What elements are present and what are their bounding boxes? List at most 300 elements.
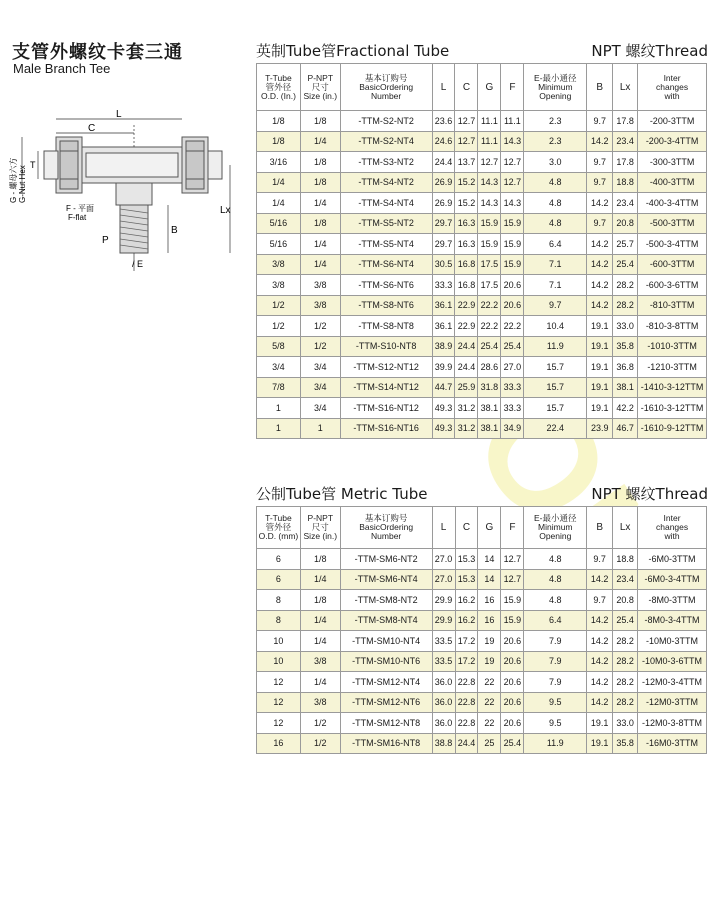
table-row (257, 336, 707, 357)
table-cell: 20.6 (501, 651, 524, 672)
table-cell: 1/4 (300, 193, 340, 214)
table-cell: 24.4 (455, 336, 478, 357)
table-cell: 11.9 (524, 336, 587, 357)
table-cell: 18.8 (613, 172, 638, 193)
table-cell: 5/8 (257, 336, 301, 357)
table-row (257, 254, 707, 275)
label-f-en: F-flat (68, 213, 87, 222)
table-cell: 23.9 (587, 418, 613, 439)
table-cell: 4.8 (524, 569, 587, 590)
table-cell: 15.2 (455, 193, 478, 214)
tee-diagram (8, 105, 248, 285)
table-cell: 6.4 (524, 610, 587, 631)
table-cell: 36.8 (613, 357, 638, 378)
table-row (257, 713, 707, 734)
table-cell: 9.7 (587, 172, 613, 193)
table-cell: 1/2 (300, 713, 340, 734)
table-cell: -TTM-S8-NT8 (340, 316, 432, 337)
table-cell: 38.1 (478, 418, 501, 439)
table-cell: 24.4 (455, 733, 478, 754)
table-cell: 3/8 (300, 651, 340, 672)
table-cell: 29.9 (432, 590, 455, 611)
table-cell: 5/16 (257, 213, 301, 234)
table-cell: 22.8 (455, 713, 478, 734)
table-cell: 14.3 (501, 193, 524, 214)
table-cell: 16 (478, 610, 501, 631)
table-cell: 36.0 (432, 713, 455, 734)
table-cell: 25.4 (613, 610, 638, 631)
table-cell: 22.2 (501, 316, 524, 337)
table-cell: 7.1 (524, 254, 587, 275)
table-cell: 33.3 (432, 275, 455, 296)
table-cell: 22.8 (455, 692, 478, 713)
label-g-cn: G - 螺母六方 (9, 157, 18, 203)
table-cell: 23.6 (432, 111, 455, 132)
table-cell: 23.4 (613, 569, 638, 590)
table-cell: 7.1 (524, 275, 587, 296)
dim-P: P (102, 235, 109, 246)
table-cell: 14.2 (587, 234, 613, 255)
dim-Lx: Lx (220, 205, 231, 216)
table-cell: 17.2 (455, 631, 478, 652)
table-cell: 20.6 (501, 631, 524, 652)
table-cell: 34.9 (501, 418, 524, 439)
table-cell: 1 (257, 398, 301, 419)
table-cell: 19.1 (587, 377, 613, 398)
table-cell: 12 (257, 713, 301, 734)
table-cell: 10 (257, 631, 301, 652)
table-cell: -TTM-S16-NT12 (340, 398, 432, 419)
table-cell: 20.8 (613, 590, 638, 611)
table-cell: -6M0-3TTM (638, 549, 707, 570)
table-cell: -TTM-S8-NT6 (340, 295, 432, 316)
table-cell: 1/8 (300, 111, 340, 132)
table-cell: 1/8 (300, 172, 340, 193)
table-cell: 1/8 (257, 131, 301, 152)
table-cell: 44.7 (432, 377, 455, 398)
page-title: 支管外螺纹卡套三通 (12, 42, 183, 63)
table-cell: 3/16 (257, 152, 301, 173)
table-header-row (257, 507, 707, 549)
table-cell: 38.1 (613, 377, 638, 398)
table-cell: 17.8 (613, 111, 638, 132)
dim-B: B (171, 225, 178, 236)
table-cell: 15.9 (501, 254, 524, 275)
table-cell: 9.7 (587, 549, 613, 570)
table-cell: 9.5 (524, 692, 587, 713)
table-cell: 25.4 (478, 336, 501, 357)
table-cell: -200-3TTM (638, 111, 707, 132)
table-row (257, 152, 707, 173)
table-cell: 15.9 (501, 610, 524, 631)
metric-table (256, 506, 707, 754)
table-cell: 1/8 (300, 213, 340, 234)
table-cell: -TTM-SM6-NT2 (340, 549, 432, 570)
table-row (257, 569, 707, 590)
table-cell: 33.5 (432, 631, 455, 652)
table-cell: -TTM-SM12-NT4 (340, 672, 432, 693)
table-cell: -600-3-6TTM (638, 275, 707, 296)
table-cell: -10M0-3-6TTM (638, 651, 707, 672)
table-cell: 27.0 (432, 569, 455, 590)
column-header: B (587, 507, 613, 549)
table-cell: 24.4 (432, 152, 455, 173)
table-cell: 25.4 (613, 254, 638, 275)
table-cell: 1/4 (300, 234, 340, 255)
table-cell: 22.4 (524, 418, 587, 439)
column-header: G (478, 64, 501, 111)
table-row (257, 631, 707, 652)
table-cell: -1210-3TTM (638, 357, 707, 378)
table-cell: 1/2 (257, 316, 301, 337)
table-cell: 19.1 (587, 336, 613, 357)
table-cell: -TTM-S5-NT4 (340, 234, 432, 255)
column-header: E-最小通径 Minimum Opening (524, 64, 587, 111)
table-cell: 9.7 (524, 295, 587, 316)
table-cell: 11.1 (478, 111, 501, 132)
table-cell: 31.2 (455, 398, 478, 419)
table-cell: 7.9 (524, 651, 587, 672)
table-cell: -TTM-S2-NT4 (340, 131, 432, 152)
table-cell: 19.1 (587, 316, 613, 337)
table-cell: 12.7 (501, 569, 524, 590)
table-cell: 12.7 (478, 152, 501, 173)
column-header: P-NPT 尺寸 Size (in.) (300, 64, 340, 111)
table-row (257, 213, 707, 234)
table-cell: 6 (257, 549, 301, 570)
table-cell: 10 (257, 651, 301, 672)
table-cell: -TTM-S12-NT12 (340, 357, 432, 378)
table-cell: 8 (257, 610, 301, 631)
table-cell: 31.2 (455, 418, 478, 439)
label-g-en: G-Nut Hex (18, 165, 27, 203)
table-cell: -TTM-S6-NT6 (340, 275, 432, 296)
table-cell: 17.5 (478, 275, 501, 296)
column-header: Inter changes with (638, 64, 707, 111)
table-cell: -400-3TTM (638, 172, 707, 193)
table-cell: 25 (478, 733, 501, 754)
table-cell: -12M0-3-4TTM (638, 672, 707, 693)
table-cell: 19.1 (587, 713, 613, 734)
table-cell: 1 (300, 418, 340, 439)
table-cell: 36.0 (432, 672, 455, 693)
table-cell: 3/8 (300, 295, 340, 316)
table-row (257, 590, 707, 611)
table-cell: 14.2 (587, 275, 613, 296)
column-header: E-最小通径 Minimum Opening (524, 507, 587, 549)
column-header: Lx (613, 64, 638, 111)
table-cell: 9.7 (587, 590, 613, 611)
table-cell: -1410-3-12TTM (638, 377, 707, 398)
column-header: T-Tube 管外径 O.D. (In.) (257, 64, 301, 111)
table-cell: 28.2 (613, 692, 638, 713)
table-cell: 15.9 (501, 234, 524, 255)
table-cell: -810-3-8TTM (638, 316, 707, 337)
table-cell: 42.2 (613, 398, 638, 419)
table-cell: 36.0 (432, 692, 455, 713)
table-cell: 14.2 (587, 295, 613, 316)
column-header: L (432, 64, 455, 111)
table-cell: -TTM-S2-NT2 (340, 111, 432, 132)
table-cell: 20.6 (501, 275, 524, 296)
table-cell: 3/8 (300, 275, 340, 296)
table-cell: 13.7 (455, 152, 478, 173)
table-cell: 9.7 (587, 152, 613, 173)
table-cell: -1010-3TTM (638, 336, 707, 357)
table-cell: 22.8 (455, 672, 478, 693)
table-cell: 33.0 (613, 316, 638, 337)
table-cell: 38.1 (478, 398, 501, 419)
table-cell: 1/8 (257, 111, 301, 132)
table-cell: 15.7 (524, 357, 587, 378)
table-cell: 6 (257, 569, 301, 590)
table-cell: 16.2 (455, 590, 478, 611)
metric-thread-title: NPT 螺纹Thread (591, 485, 708, 503)
table-header-row (257, 64, 707, 111)
table-cell: 11.1 (501, 111, 524, 132)
table-cell: -TTM-S6-NT4 (340, 254, 432, 275)
table-cell: 1/4 (300, 131, 340, 152)
table-cell: -TTM-S14-NT12 (340, 377, 432, 398)
metric-title: 公制Tube管 Metric Tube (256, 485, 428, 503)
table-cell: 30.5 (432, 254, 455, 275)
table-cell: 10.4 (524, 316, 587, 337)
table-cell: -12M0-3-8TTM (638, 713, 707, 734)
table-cell: 1/4 (300, 631, 340, 652)
table-cell: 1/2 (300, 336, 340, 357)
table-cell: 20.6 (501, 713, 524, 734)
table-cell: 6.4 (524, 234, 587, 255)
table-cell: 17.5 (478, 254, 501, 275)
column-header: C (455, 507, 478, 549)
dim-E: / E (132, 259, 144, 269)
table-cell: 16.8 (455, 275, 478, 296)
table-cell: 22.9 (455, 316, 478, 337)
table-cell: 9.5 (524, 713, 587, 734)
column-header: P-NPT 尺寸 Size (in.) (300, 507, 340, 549)
table-cell: 22.9 (455, 295, 478, 316)
table-cell: -TTM-SM10-NT6 (340, 651, 432, 672)
table-cell: 15.3 (455, 569, 478, 590)
table-cell: 29.9 (432, 610, 455, 631)
table-row (257, 398, 707, 419)
table-cell: 36.1 (432, 316, 455, 337)
table-cell: -8M0-3-4TTM (638, 610, 707, 631)
table-cell: 38.9 (432, 336, 455, 357)
table-cell: 33.5 (432, 651, 455, 672)
table-cell: -TTM-SM12-NT6 (340, 692, 432, 713)
table-row (257, 357, 707, 378)
table-cell: 3/8 (257, 275, 301, 296)
table-cell: 28.2 (613, 295, 638, 316)
table-cell: 39.9 (432, 357, 455, 378)
table-cell: 1/4 (300, 569, 340, 590)
table-cell: -TTM-S3-NT2 (340, 152, 432, 173)
table-cell: 1/4 (300, 610, 340, 631)
table-cell: 49.3 (432, 418, 455, 439)
table-cell: 18.8 (613, 549, 638, 570)
table-cell: -TTM-SM12-NT8 (340, 713, 432, 734)
table-cell: 25.4 (501, 336, 524, 357)
table-cell: 27.0 (432, 549, 455, 570)
table-cell: 23.4 (613, 193, 638, 214)
table-cell: 15.9 (478, 213, 501, 234)
table-cell: 14.2 (587, 651, 613, 672)
table-cell: -TTM-SM10-NT4 (340, 631, 432, 652)
table-cell: 1/4 (300, 254, 340, 275)
table-cell: 16.8 (455, 254, 478, 275)
table-row (257, 610, 707, 631)
table-cell: 12 (257, 672, 301, 693)
table-cell: 14.2 (587, 254, 613, 275)
table-cell: 25.4 (501, 733, 524, 754)
column-header: F (501, 64, 524, 111)
table-cell: 4.8 (524, 549, 587, 570)
table-cell: 29.7 (432, 213, 455, 234)
table-cell: 9.7 (587, 213, 613, 234)
table-cell: -200-3-4TTM (638, 131, 707, 152)
table-row (257, 418, 707, 439)
table-cell: 15.9 (501, 213, 524, 234)
table-cell: 17.8 (613, 152, 638, 173)
table-cell: 33.0 (613, 713, 638, 734)
table-cell: 28.2 (613, 275, 638, 296)
table-cell: 7.9 (524, 631, 587, 652)
column-header: L (432, 507, 455, 549)
table-cell: 1/4 (300, 672, 340, 693)
table-cell: -6M0-3-4TTM (638, 569, 707, 590)
table-cell: 46.7 (613, 418, 638, 439)
table-cell: 14.2 (587, 610, 613, 631)
table-cell: 38.8 (432, 733, 455, 754)
dim-C: C (88, 123, 96, 134)
label-f-cn: F - 平面 (66, 204, 94, 213)
table-cell: 29.7 (432, 234, 455, 255)
fractional-title: 英制Tube管Fractional Tube (256, 42, 450, 60)
table-cell: 1/8 (300, 590, 340, 611)
table-cell: 26.9 (432, 172, 455, 193)
table-cell: 35.8 (613, 733, 638, 754)
table-cell: 15.9 (478, 234, 501, 255)
table-cell: 25.7 (613, 234, 638, 255)
table-cell: 1/2 (257, 295, 301, 316)
table-cell: 15.7 (524, 398, 587, 419)
table-cell: 14 (478, 569, 501, 590)
table-cell: 17.2 (455, 651, 478, 672)
table-cell: -8M0-3TTM (638, 590, 707, 611)
table-cell: 27.0 (501, 357, 524, 378)
table-cell: -TTM-S10-NT8 (340, 336, 432, 357)
column-header: C (455, 64, 478, 111)
table-cell: 20.6 (501, 692, 524, 713)
table-row (257, 111, 707, 132)
table-cell: 33.3 (501, 377, 524, 398)
table-cell: -1610-3-12TTM (638, 398, 707, 419)
table-cell: 16.2 (455, 610, 478, 631)
table-cell: 14.3 (501, 131, 524, 152)
table-cell: 3/4 (300, 398, 340, 419)
table-cell: 4.8 (524, 590, 587, 611)
column-header: F (501, 507, 524, 549)
table-cell: -300-3TTM (638, 152, 707, 173)
table-cell: 31.8 (478, 377, 501, 398)
table-cell: 19.1 (587, 733, 613, 754)
table-cell: 1/8 (300, 549, 340, 570)
table-cell: 2.3 (524, 131, 587, 152)
table-cell: 19 (478, 631, 501, 652)
table-cell: 7.9 (524, 672, 587, 693)
column-header: 基本订购号 BasicOrdering Number (340, 507, 432, 549)
table-cell: 3/4 (300, 377, 340, 398)
table-cell: -810-3TTM (638, 295, 707, 316)
table-cell: 15.9 (501, 590, 524, 611)
table-cell: 28.2 (613, 631, 638, 652)
dim-L: L (116, 109, 122, 120)
table-row (257, 692, 707, 713)
table-cell: 12.7 (501, 549, 524, 570)
table-cell: 12.7 (501, 172, 524, 193)
table-cell: 3.0 (524, 152, 587, 173)
table-row (257, 275, 707, 296)
table-cell: 1/2 (300, 316, 340, 337)
table-cell: 16.3 (455, 234, 478, 255)
table-cell: 14.2 (587, 692, 613, 713)
table-cell: 4.8 (524, 213, 587, 234)
table-cell: 22 (478, 672, 501, 693)
table-cell: 3/8 (257, 254, 301, 275)
table-cell: 28.6 (478, 357, 501, 378)
table-cell: 8 (257, 590, 301, 611)
table-cell: -10M0-3TTM (638, 631, 707, 652)
column-header: G (478, 507, 501, 549)
table-cell: 28.2 (613, 651, 638, 672)
table-cell: -TTM-SM8-NT4 (340, 610, 432, 631)
table-cell: -TTM-S5-NT2 (340, 213, 432, 234)
table-cell: 35.8 (613, 336, 638, 357)
table-cell: 26.9 (432, 193, 455, 214)
table-cell: 16 (478, 590, 501, 611)
table-cell: 3/8 (300, 692, 340, 713)
table-cell: -TTM-S4-NT2 (340, 172, 432, 193)
table-cell: -500-3TTM (638, 213, 707, 234)
table-cell: 7/8 (257, 377, 301, 398)
table-cell: -600-3TTM (638, 254, 707, 275)
table-cell: 14.2 (587, 631, 613, 652)
table-row (257, 295, 707, 316)
table-cell: 33.3 (501, 398, 524, 419)
table-row (257, 234, 707, 255)
table-row (257, 193, 707, 214)
table-cell: 12.7 (455, 111, 478, 132)
table-cell: 22 (478, 692, 501, 713)
table-cell: 9.7 (587, 111, 613, 132)
table-cell: 1/4 (257, 193, 301, 214)
table-cell: 4.8 (524, 172, 587, 193)
table-cell: 12.7 (455, 131, 478, 152)
table-cell: -TTM-S4-NT4 (340, 193, 432, 214)
table-cell: 22.2 (478, 316, 501, 337)
table-cell: 49.3 (432, 398, 455, 419)
table-cell: 14.3 (478, 193, 501, 214)
table-row (257, 316, 707, 337)
table-cell: 24.6 (432, 131, 455, 152)
table-cell: 25.9 (455, 377, 478, 398)
column-header: B (587, 64, 613, 111)
table-cell: 20.6 (501, 295, 524, 316)
table-cell: 24.4 (455, 357, 478, 378)
table-cell: 14.3 (478, 172, 501, 193)
table-cell: 11.9 (524, 733, 587, 754)
